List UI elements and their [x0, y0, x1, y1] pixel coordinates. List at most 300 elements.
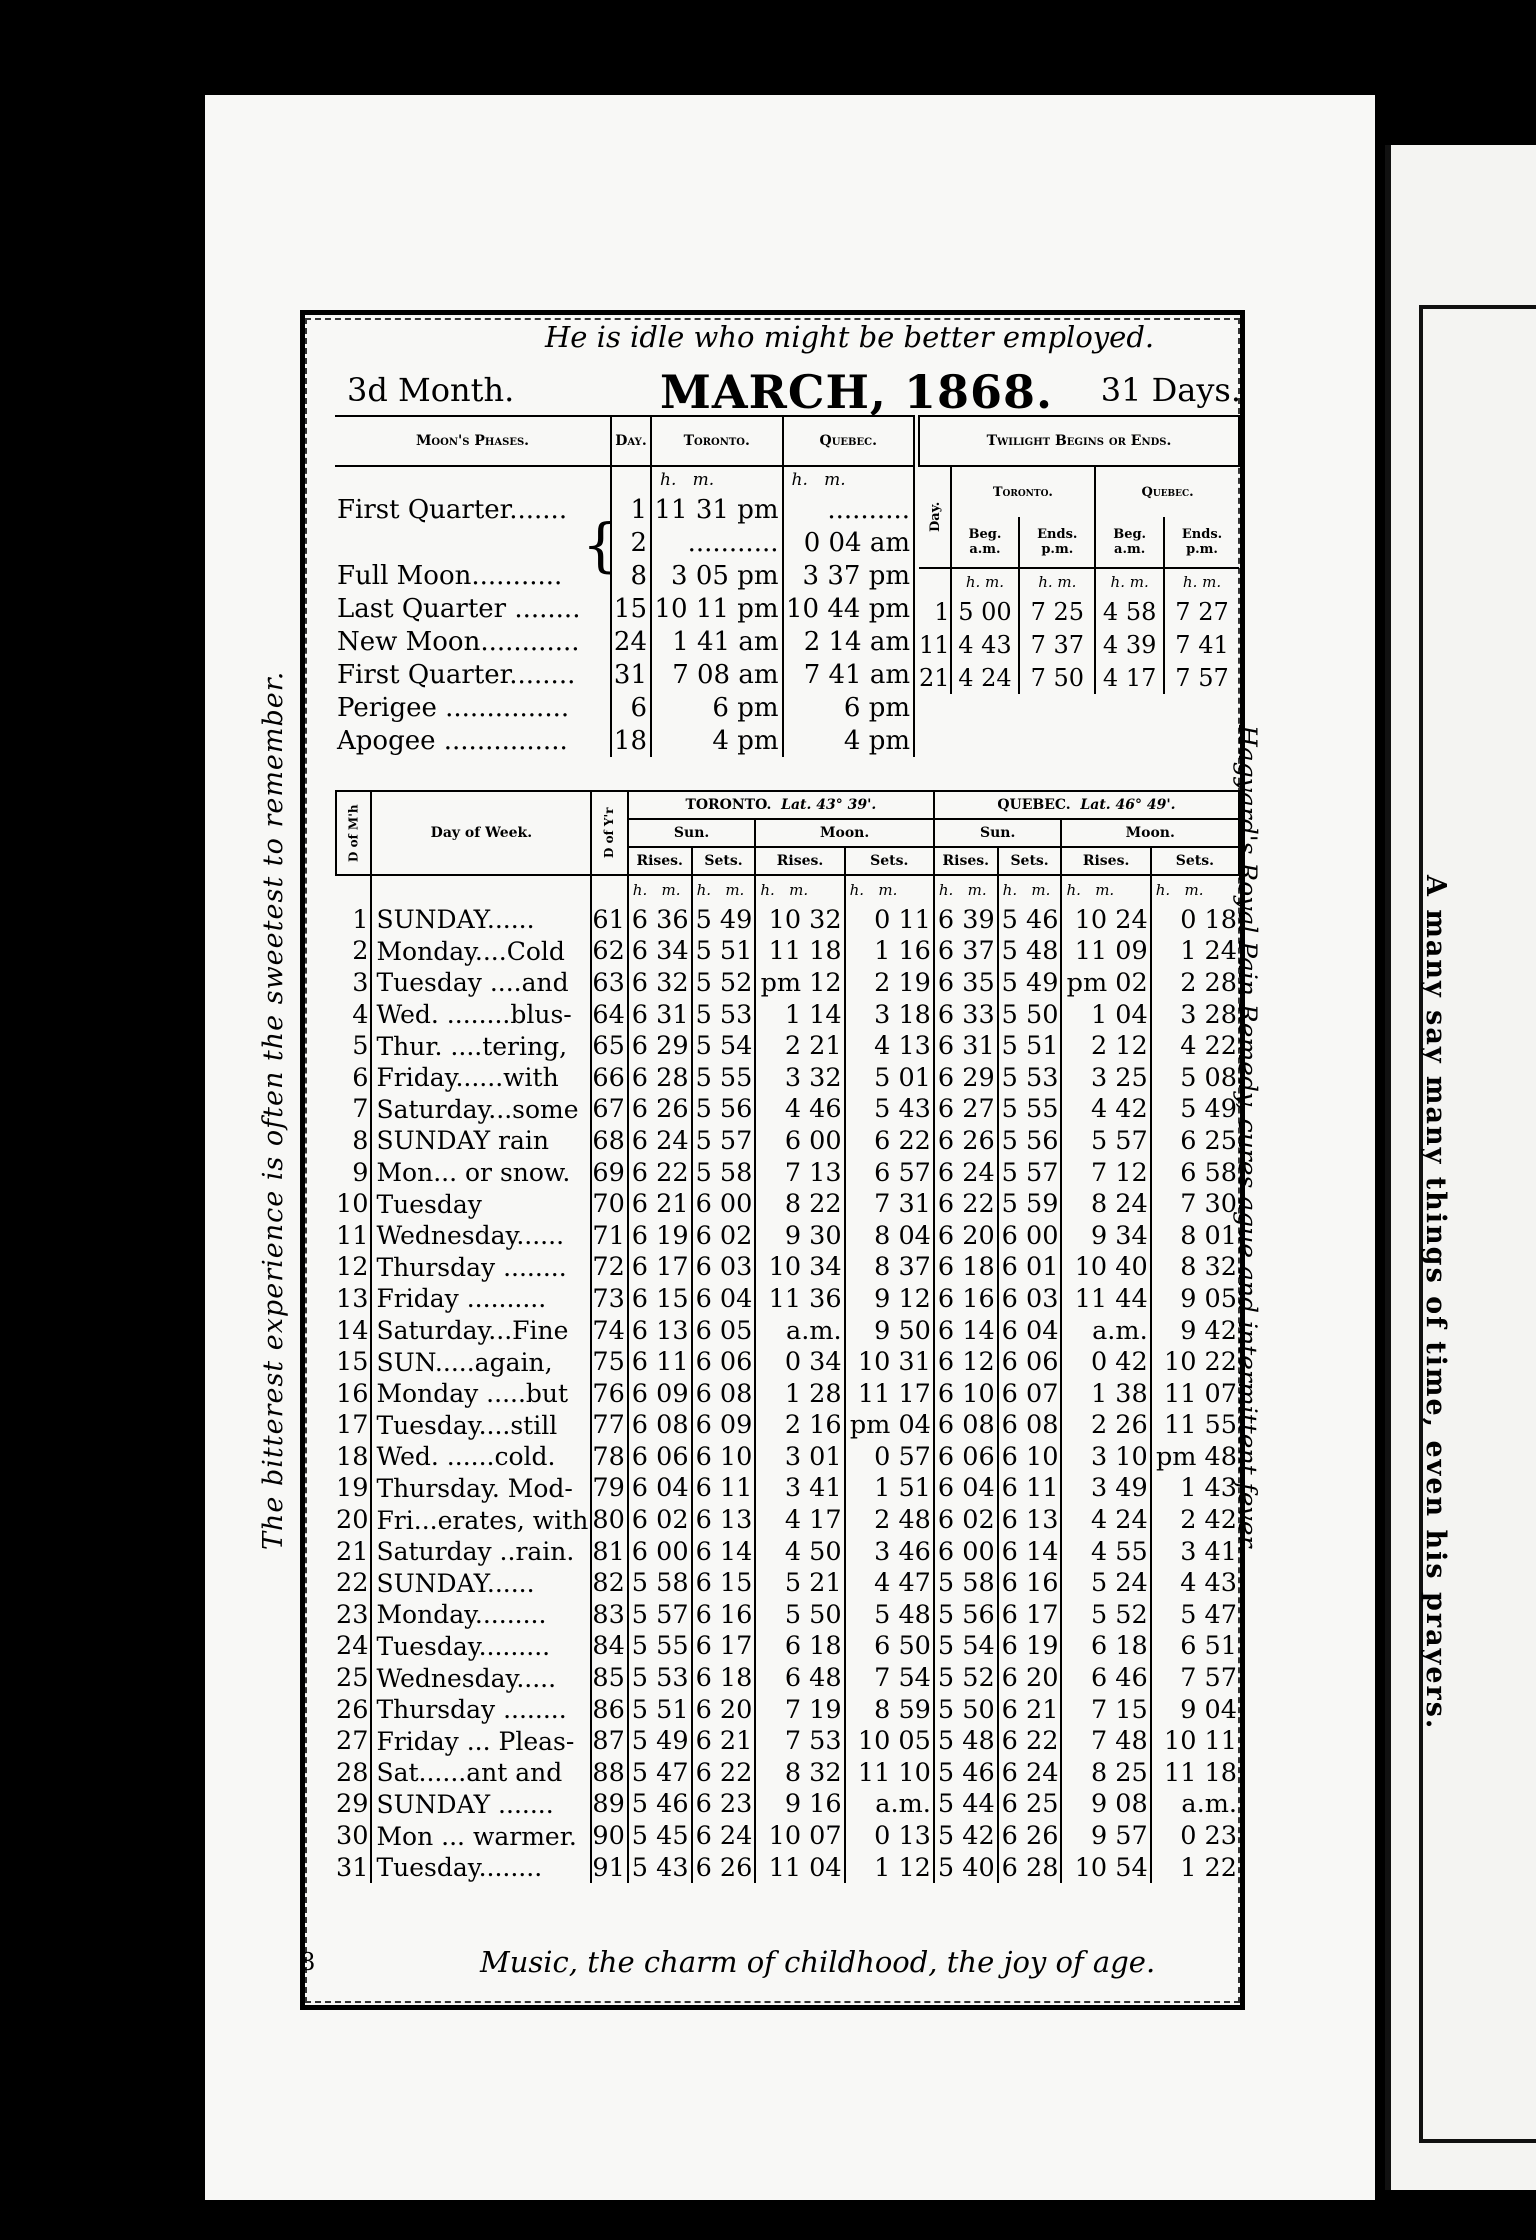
time-qmr: 3 49	[1061, 1473, 1150, 1505]
twilight-toronto-header: Toronto.	[951, 466, 1096, 517]
time-tms: 2 19	[845, 967, 934, 999]
phase-row	[335, 592, 914, 625]
time-qmr: 7 15	[1061, 1694, 1150, 1726]
daily-row	[336, 1220, 1239, 1252]
twilight-time: 7 41	[1164, 628, 1239, 661]
daily-row	[336, 1441, 1239, 1473]
toronto-label: TORONTO.	[685, 797, 772, 813]
twilight-time: 4 58	[1095, 595, 1164, 628]
unit-h: h.	[660, 470, 677, 490]
time-tsr: 6 28	[628, 1062, 692, 1094]
time-qsr: 6 24	[934, 1157, 998, 1189]
time-tss: 5 52	[692, 967, 756, 999]
time-qmr: 8 24	[1061, 1188, 1150, 1220]
time-tsr: 6 13	[628, 1315, 692, 1347]
doy-header-label: D of Y'r	[602, 807, 617, 859]
day-of-week: SUNDAY .......	[371, 1789, 591, 1821]
day-of-week: Tuesday.........	[371, 1631, 591, 1663]
time-qss: 6 24	[998, 1757, 1062, 1789]
time-qms: 6 25	[1151, 1125, 1239, 1157]
day-of-month: 3	[352, 967, 369, 998]
time-qss: 6 07	[998, 1378, 1062, 1410]
daily-row	[336, 1030, 1239, 1062]
time-qmr: 9 08	[1061, 1789, 1150, 1821]
unit-h: h.	[696, 881, 712, 899]
time-tms: 8 59	[845, 1694, 934, 1726]
time-tmr: a.m.	[755, 1315, 844, 1347]
time-tss: 5 53	[692, 999, 756, 1031]
unit-h: h.	[632, 881, 648, 899]
phase-toronto-time: 4 pm	[651, 724, 783, 757]
time-qms: 3 41	[1151, 1536, 1239, 1568]
phase-toronto-time: 10 11 pm	[651, 592, 783, 625]
twilight-time: 4 17	[1095, 661, 1164, 694]
time-tmr: 3 32	[755, 1062, 844, 1094]
day-of-week: Tuesday........	[371, 1852, 591, 1884]
time-tsr: 6 17	[628, 1252, 692, 1284]
day-of-year: 74	[591, 1315, 627, 1347]
time-tmr: 9 30	[755, 1220, 844, 1252]
daily-table	[335, 790, 1240, 1883]
time-qmr: 2 12	[1061, 1030, 1150, 1062]
unit-m: m.	[725, 881, 745, 899]
daily-units	[845, 875, 934, 904]
time-qms: 4 22	[1151, 1030, 1239, 1062]
daily-row	[336, 1536, 1239, 1568]
time-tsr: 6 06	[628, 1441, 692, 1473]
time-qss: 5 50	[998, 999, 1062, 1031]
time-qmr: pm 02	[1061, 967, 1150, 999]
time-qms: 0 18	[1151, 904, 1239, 936]
time-tss: 6 26	[692, 1852, 756, 1884]
time-tms: 1 51	[845, 1473, 934, 1505]
rises-header: Rises.	[934, 847, 998, 875]
day-of-month: 14	[336, 1315, 369, 1346]
time-tss: 6 16	[692, 1599, 756, 1631]
day-of-year: 82	[591, 1567, 627, 1599]
day-of-week: Wed. ......cold.	[371, 1441, 591, 1473]
time-qms: 11 55	[1151, 1410, 1239, 1442]
time-qss: 6 19	[998, 1631, 1062, 1663]
time-qsr: 5 48	[934, 1725, 998, 1757]
day-of-month: 30	[336, 1821, 369, 1852]
dom-header-label: D of M'h	[346, 804, 361, 862]
day-of-week: Wed. ........blus-	[371, 999, 591, 1031]
time-tmr: 8 22	[755, 1188, 844, 1220]
day-of-week: SUNDAY......	[371, 1567, 591, 1599]
day-of-month: 5	[352, 1031, 369, 1062]
day-of-year: 77	[591, 1410, 627, 1442]
time-tsr: 6 15	[628, 1283, 692, 1315]
time-tms: 10 31	[845, 1346, 934, 1378]
time-qss: 6 00	[998, 1220, 1062, 1252]
rises-header: Rises.	[1061, 847, 1150, 875]
time-tms: 9 12	[845, 1283, 934, 1315]
twilight-day-header	[919, 466, 951, 568]
time-tsr: 5 53	[628, 1662, 692, 1694]
time-qms: 8 01	[1151, 1220, 1239, 1252]
time-tmr: 6 00	[755, 1125, 844, 1157]
time-tsr: 6 36	[628, 904, 692, 936]
time-tmr: 9 16	[755, 1789, 844, 1821]
day-of-month: 17	[336, 1410, 369, 1441]
time-tsr: 5 47	[628, 1757, 692, 1789]
time-tss: 6 00	[692, 1188, 756, 1220]
time-qss: 6 16	[998, 1567, 1062, 1599]
time-tms: 8 04	[845, 1220, 934, 1252]
twilight-row	[919, 628, 1239, 661]
day-of-year: 70	[591, 1188, 627, 1220]
daily-units	[1061, 875, 1150, 904]
time-tsr: 6 32	[628, 967, 692, 999]
time-qsr: 6 39	[934, 904, 998, 936]
quebec-header	[934, 791, 1239, 819]
time-qss: 5 56	[998, 1125, 1062, 1157]
time-qms: 10 22	[1151, 1346, 1239, 1378]
unit-m: m.	[1031, 881, 1051, 899]
quebec-moon-header: Moon.	[1061, 819, 1239, 847]
daily-units	[998, 875, 1062, 904]
time-qmr: 7 48	[1061, 1725, 1150, 1757]
time-qss: 6 01	[998, 1252, 1062, 1284]
day-of-week: Saturday...Fine	[371, 1315, 591, 1347]
phase-label: Apogee ...............	[335, 724, 611, 757]
daily-row	[336, 1346, 1239, 1378]
day-of-year: 73	[591, 1283, 627, 1315]
time-tsr: 5 58	[628, 1567, 692, 1599]
time-qss: 6 21	[998, 1694, 1062, 1726]
time-qms: 1 43	[1151, 1473, 1239, 1505]
phase-quebec-time: 7 41 am	[783, 658, 915, 691]
twilight-ends-header: Ends. p.m.	[1164, 517, 1239, 568]
day-of-month: 25	[336, 1663, 369, 1694]
time-tss: 6 04	[692, 1283, 756, 1315]
time-qsr: 6 37	[934, 936, 998, 968]
phase-day: 24	[611, 625, 651, 658]
phase-day: 31	[611, 658, 651, 691]
phases-unit-blank	[335, 466, 611, 493]
time-qsr: 6 31	[934, 1030, 998, 1062]
time-tmr: 11 36	[755, 1283, 844, 1315]
twilight-day: 11	[919, 630, 950, 659]
side-note-right: Hagyard's Royal Pain Remedy, cures ague and intermittent fever.	[1233, 725, 1262, 1553]
day-of-year: 61	[591, 904, 627, 936]
time-qss: 6 11	[998, 1473, 1062, 1505]
time-tmr: 11 04	[755, 1852, 844, 1884]
time-tmr: 7 53	[755, 1725, 844, 1757]
time-tms: 2 48	[845, 1504, 934, 1536]
time-qms: 1 24	[1151, 936, 1239, 968]
time-tsr: 5 45	[628, 1820, 692, 1852]
dom-header	[336, 791, 371, 875]
time-qss: 6 06	[998, 1346, 1062, 1378]
time-qsr: 6 08	[934, 1410, 998, 1442]
twilight-units	[1019, 568, 1095, 595]
time-qsr: 5 44	[934, 1789, 998, 1821]
time-tmr: 5 50	[755, 1599, 844, 1631]
motto-bottom: Music, the charm of childhood, the joy of age.	[480, 1945, 1156, 1979]
time-tsr: 6 02	[628, 1504, 692, 1536]
daily-row	[336, 1188, 1239, 1220]
day-of-week: Tuesday	[371, 1188, 591, 1220]
time-qsr: 5 56	[934, 1599, 998, 1631]
time-qms: 5 49	[1151, 1094, 1239, 1126]
time-tsr: 6 22	[628, 1157, 692, 1189]
time-tms: 3 46	[845, 1536, 934, 1568]
twilight-day: 21	[919, 663, 950, 692]
time-tmr: pm 12	[755, 967, 844, 999]
twilight-time: 4 39	[1095, 628, 1164, 661]
time-tsr: 6 19	[628, 1220, 692, 1252]
time-tsr: 5 46	[628, 1789, 692, 1821]
brace-glyph: {	[582, 511, 619, 579]
time-tss: 6 08	[692, 1378, 756, 1410]
time-qmr: 10 54	[1061, 1852, 1150, 1884]
day-of-month: 26	[336, 1694, 369, 1725]
time-qss: 5 48	[998, 936, 1062, 968]
page-number: 8	[300, 1948, 316, 1976]
daily-row	[336, 1378, 1239, 1410]
daily-row	[336, 1283, 1239, 1315]
time-qsr: 5 40	[934, 1852, 998, 1884]
twilight-header: Twilight Begins or Ends.	[919, 416, 1239, 466]
sets-header: Sets.	[1151, 847, 1239, 875]
day-of-year: 71	[591, 1220, 627, 1252]
phase-quebec-time: ..........	[783, 493, 915, 526]
quebec-sun-header: Sun.	[934, 819, 1062, 847]
day-of-week: Tuesday ....and	[371, 967, 591, 999]
quebec-lat: Lat. 46° 49'.	[1080, 797, 1176, 813]
time-qms: 4 43	[1151, 1567, 1239, 1599]
daily-row	[336, 1504, 1239, 1536]
twilight-time: 7 57	[1164, 661, 1239, 694]
time-qss: 5 55	[998, 1094, 1062, 1126]
day-of-week: Wednesday......	[371, 1220, 591, 1252]
time-qss: 6 20	[998, 1662, 1062, 1694]
time-tss: 6 17	[692, 1631, 756, 1663]
day-of-year: 63	[591, 967, 627, 999]
phase-row	[335, 493, 914, 526]
time-qsr: 5 52	[934, 1662, 998, 1694]
time-tsr: 6 29	[628, 1030, 692, 1062]
month-days: 31 Days.	[1100, 371, 1241, 409]
time-qss: 6 03	[998, 1283, 1062, 1315]
time-qsr: 6 12	[934, 1346, 998, 1378]
time-qms: 9 42	[1151, 1315, 1239, 1347]
daily-row	[336, 1852, 1239, 1884]
phase-day: 15	[611, 592, 651, 625]
day-of-month: 21	[336, 1536, 369, 1567]
unit-m: m.	[692, 470, 715, 490]
time-tms: 6 57	[845, 1157, 934, 1189]
time-tmr: 4 50	[755, 1536, 844, 1568]
day-of-year: 86	[591, 1694, 627, 1726]
sets-header: Sets.	[998, 847, 1062, 875]
day-of-month: 16	[336, 1378, 369, 1409]
phase-toronto-time: 1 41 am	[651, 625, 783, 658]
daily-row	[336, 1599, 1239, 1631]
time-qsr: 6 10	[934, 1378, 998, 1410]
twilight-row	[919, 661, 1239, 694]
time-qss: 6 26	[998, 1820, 1062, 1852]
time-qss: 5 53	[998, 1062, 1062, 1094]
time-qms: pm 48	[1151, 1441, 1239, 1473]
time-tss: 5 58	[692, 1157, 756, 1189]
day-of-week: Thur. ....tering,	[371, 1030, 591, 1062]
day-of-year: 90	[591, 1820, 627, 1852]
time-qmr: 1 04	[1061, 999, 1150, 1031]
time-qmr: 5 57	[1061, 1125, 1150, 1157]
time-tsr: 5 55	[628, 1631, 692, 1663]
day-of-week: Monday .....but	[371, 1378, 591, 1410]
day-of-year: 80	[591, 1504, 627, 1536]
unit-h: h.	[791, 470, 808, 490]
time-qss: 5 49	[998, 967, 1062, 999]
time-tss: 6 13	[692, 1504, 756, 1536]
day-of-week: SUN.....again,	[371, 1346, 591, 1378]
day-of-week: Mon ... warmer.	[371, 1820, 591, 1852]
day-of-month: 18	[336, 1441, 369, 1472]
day-of-week: Monday.........	[371, 1599, 591, 1631]
rises-header: Rises.	[628, 847, 692, 875]
motto-top: He is idle who might be better employed.	[545, 320, 1155, 354]
day-of-month: 29	[336, 1789, 369, 1820]
time-qmr: 10 40	[1061, 1252, 1150, 1284]
daily-row	[336, 1662, 1239, 1694]
phase-quebec-time: 6 pm	[783, 691, 915, 724]
time-qms: 7 30	[1151, 1188, 1239, 1220]
day-of-month: 9	[352, 1157, 369, 1188]
twilight-units	[1095, 568, 1164, 595]
time-tss: 6 22	[692, 1757, 756, 1789]
twilight-time: 7 25	[1019, 595, 1095, 628]
day-of-year: 91	[591, 1852, 627, 1884]
month-heading	[347, 365, 1247, 419]
time-tms: 8 37	[845, 1252, 934, 1284]
time-tss: 6 15	[692, 1567, 756, 1599]
unit-m: m.	[789, 881, 809, 899]
day-of-week: Friday ... Pleas-	[371, 1725, 591, 1757]
time-qsr: 6 18	[934, 1252, 998, 1284]
time-tmr: 1 28	[755, 1378, 844, 1410]
toronto-header	[628, 791, 934, 819]
time-tss: 6 02	[692, 1220, 756, 1252]
time-qms: 7 57	[1151, 1662, 1239, 1694]
time-qms: a.m.	[1151, 1789, 1239, 1821]
day-of-week: SUNDAY......	[371, 904, 591, 936]
phase-toronto-time: 6 pm	[651, 691, 783, 724]
phase-quebec-time: 10 44 pm	[783, 592, 915, 625]
day-of-month: 1	[352, 904, 369, 935]
unit-h: h.	[965, 573, 981, 591]
twilight-units	[1164, 568, 1239, 595]
day-of-week: Mon... or snow.	[371, 1157, 591, 1189]
day-of-month: 13	[336, 1283, 369, 1314]
time-qms: 2 42	[1151, 1504, 1239, 1536]
time-tss: 6 24	[692, 1820, 756, 1852]
toronto-moon-header: Moon.	[755, 819, 934, 847]
twilight-time: 7 37	[1019, 628, 1095, 661]
phases-unit-blank	[611, 466, 651, 493]
twilight-day-label: Day.	[927, 501, 943, 533]
time-tms: 4 47	[845, 1567, 934, 1599]
phase-toronto-time: 11 31 pm	[651, 493, 783, 526]
time-tsr: 5 51	[628, 1694, 692, 1726]
phase-day: 6	[611, 691, 651, 724]
day-of-month: 28	[336, 1757, 369, 1788]
time-qmr: 7 12	[1061, 1157, 1150, 1189]
time-qss: 6 14	[998, 1536, 1062, 1568]
day-of-week: Saturday...some	[371, 1094, 591, 1126]
twilight-quebec-header: Quebec.	[1095, 466, 1239, 517]
unit-m: m.	[1129, 573, 1149, 591]
day-of-month: 20	[336, 1505, 369, 1536]
phase-quebec-time: 0 04 am	[783, 526, 915, 559]
day-of-month: 15	[336, 1347, 369, 1378]
time-qsr: 6 27	[934, 1094, 998, 1126]
time-qsr: 6 00	[934, 1536, 998, 1568]
day-of-year: 72	[591, 1252, 627, 1284]
time-qms: 5 47	[1151, 1599, 1239, 1631]
doy-header	[591, 791, 627, 875]
day-of-week: Saturday ..rain.	[371, 1536, 591, 1568]
day-of-month: 7	[352, 1094, 369, 1125]
phase-label	[335, 526, 611, 559]
time-tsr: 6 04	[628, 1473, 692, 1505]
time-tmr: 10 07	[755, 1820, 844, 1852]
daily-row	[336, 1094, 1239, 1126]
unit-m: m.	[1095, 881, 1115, 899]
daily-row	[336, 1473, 1239, 1505]
time-tmr: 2 21	[755, 1030, 844, 1062]
time-tms: 3 18	[845, 999, 934, 1031]
daily-units	[934, 875, 998, 904]
time-qsr: 6 16	[934, 1283, 998, 1315]
day-of-month: 11	[336, 1220, 369, 1251]
phase-row	[335, 724, 914, 757]
phases-units	[651, 466, 783, 493]
day-of-year: 88	[591, 1757, 627, 1789]
day-of-week: Thursday. Mod-	[371, 1473, 591, 1505]
daily-row	[336, 1725, 1239, 1757]
time-qss: 5 57	[998, 1157, 1062, 1189]
time-qmr: 3 10	[1061, 1441, 1150, 1473]
day-of-year: 89	[591, 1789, 627, 1821]
twilight-units	[951, 568, 1020, 595]
daily-row	[336, 1062, 1239, 1094]
time-qsr: 5 54	[934, 1631, 998, 1663]
day-of-year: 84	[591, 1631, 627, 1663]
phase-row	[335, 625, 914, 658]
time-qmr: 6 18	[1061, 1631, 1150, 1663]
quebec-label: QUEBEC.	[997, 797, 1071, 813]
time-qmr: 3 25	[1061, 1062, 1150, 1094]
twilight-time: 4 24	[951, 661, 1020, 694]
time-tsr: 6 34	[628, 936, 692, 968]
unit-m: m.	[824, 470, 846, 490]
time-tms: 0 13	[845, 1820, 934, 1852]
unit-h: h.	[938, 881, 954, 899]
time-qms: 2 28	[1151, 967, 1239, 999]
day-of-month: 8	[352, 1125, 369, 1156]
phase-toronto-time: 7 08 am	[651, 658, 783, 691]
day-of-week: Thursday ........	[371, 1252, 591, 1284]
time-tms: 6 50	[845, 1631, 934, 1663]
sets-header: Sets.	[845, 847, 934, 875]
time-qsr: 6 14	[934, 1315, 998, 1347]
time-tsr: 5 57	[628, 1599, 692, 1631]
time-tmr: 3 41	[755, 1473, 844, 1505]
